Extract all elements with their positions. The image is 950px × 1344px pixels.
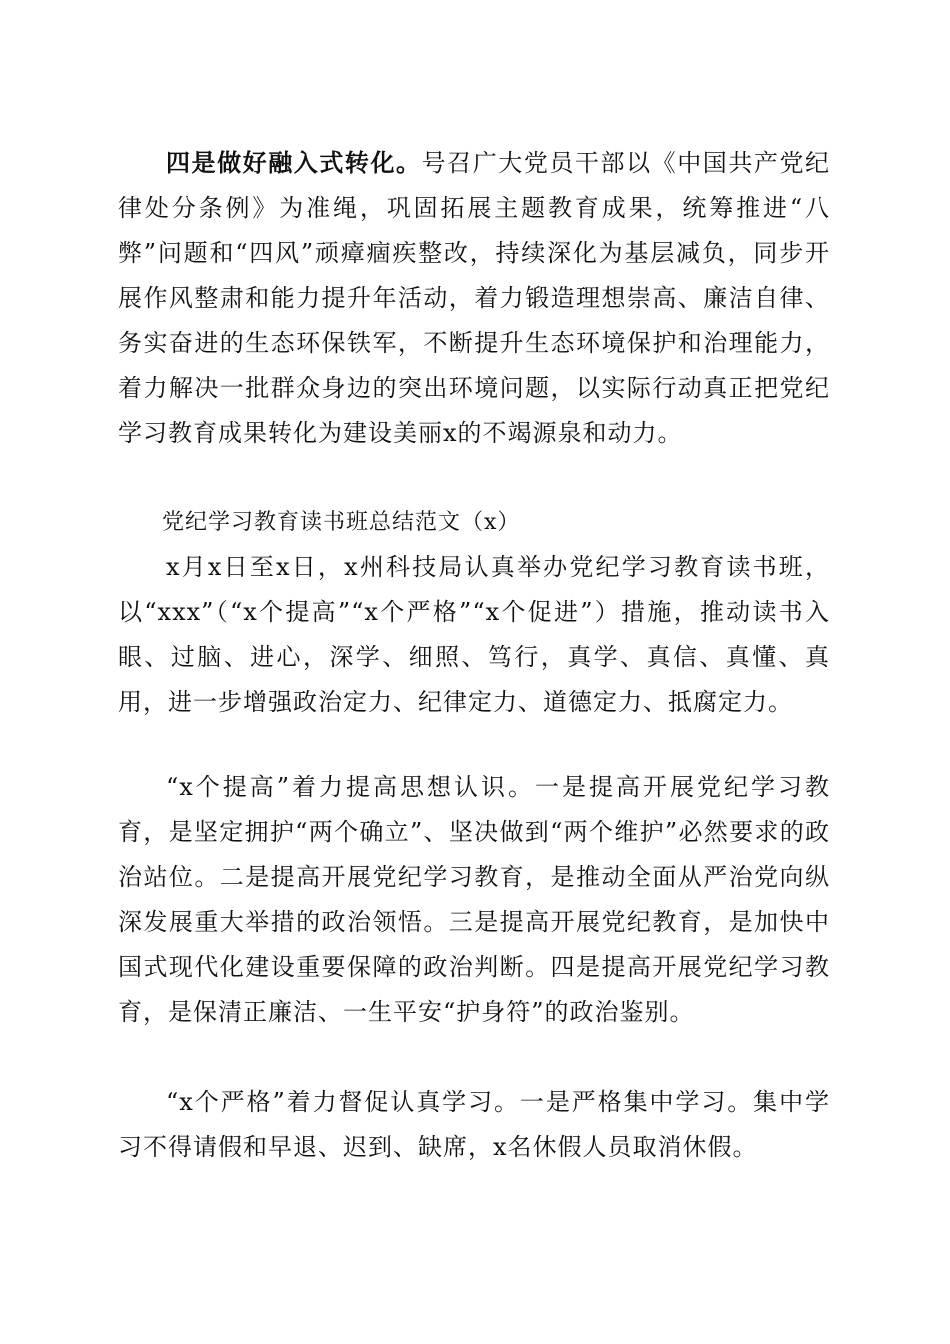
paragraph-integration-transformation [118,140,830,456]
section-heading: 党纪学习教育读书班总结范文（x） [162,510,521,535]
paragraph-body: 号召广大党员干部以《中国共产党纪律处分条例》为准绳，巩固拓展主题教育成果，统筹推进“八弊”问题和“四风”顽瘴痼疾整改，持续深化为基层减负，同步开展作风整肃和能力提升年活动，着力锻造理想崇高、廉洁自律、务实奋进的生态环保铁军，不断提升生态环境保护和治理能力，着力解决一批群众身边的突出环境问题，以实际行动真正把党纪学习教育成果转化为建设美丽x的不竭源泉和动力。 [118,149,831,447]
paragraph-reading-class-intro: x月x日至x日，x州科技局认真举办党纪学习教育读书班，以“xxx”（“x个提高”“x个严格”“x个促进”）措施，推动读书入眼、过脑、进心，深学、细照、笃行，真学、真信、真懂、真用，进一步增强政治定力、纪律定力、道德定力、抵腐定力。 [118,553,830,716]
paragraph-x-strict: “x个严格”着力督促认真学习。一是严格集中学习。集中学习不得请假和早退、迟到、缺席，x名休假人员取消休假。 [118,1088,830,1161]
paragraph-lead-bold: 四是做好融入式转化。 [166,148,422,177]
paragraph-x-improvements: “x个提高”着力提高思想认识。一是提高开展党纪学习教育，是坚定拥护“两个确立”、坚决做到“两个维护”必然要求的政治站位。二是提高开展党纪学习教育，是推动全面从严治党向纵深发展重大举措的政治领悟。三是提高开展党纪教育，是加快中国式现代化建设重要保障的政治判断。四是提高开展党纪学习教育，是保清正廉洁、一生平安“护身符”的政治鉴别。 [118,773,830,1026]
